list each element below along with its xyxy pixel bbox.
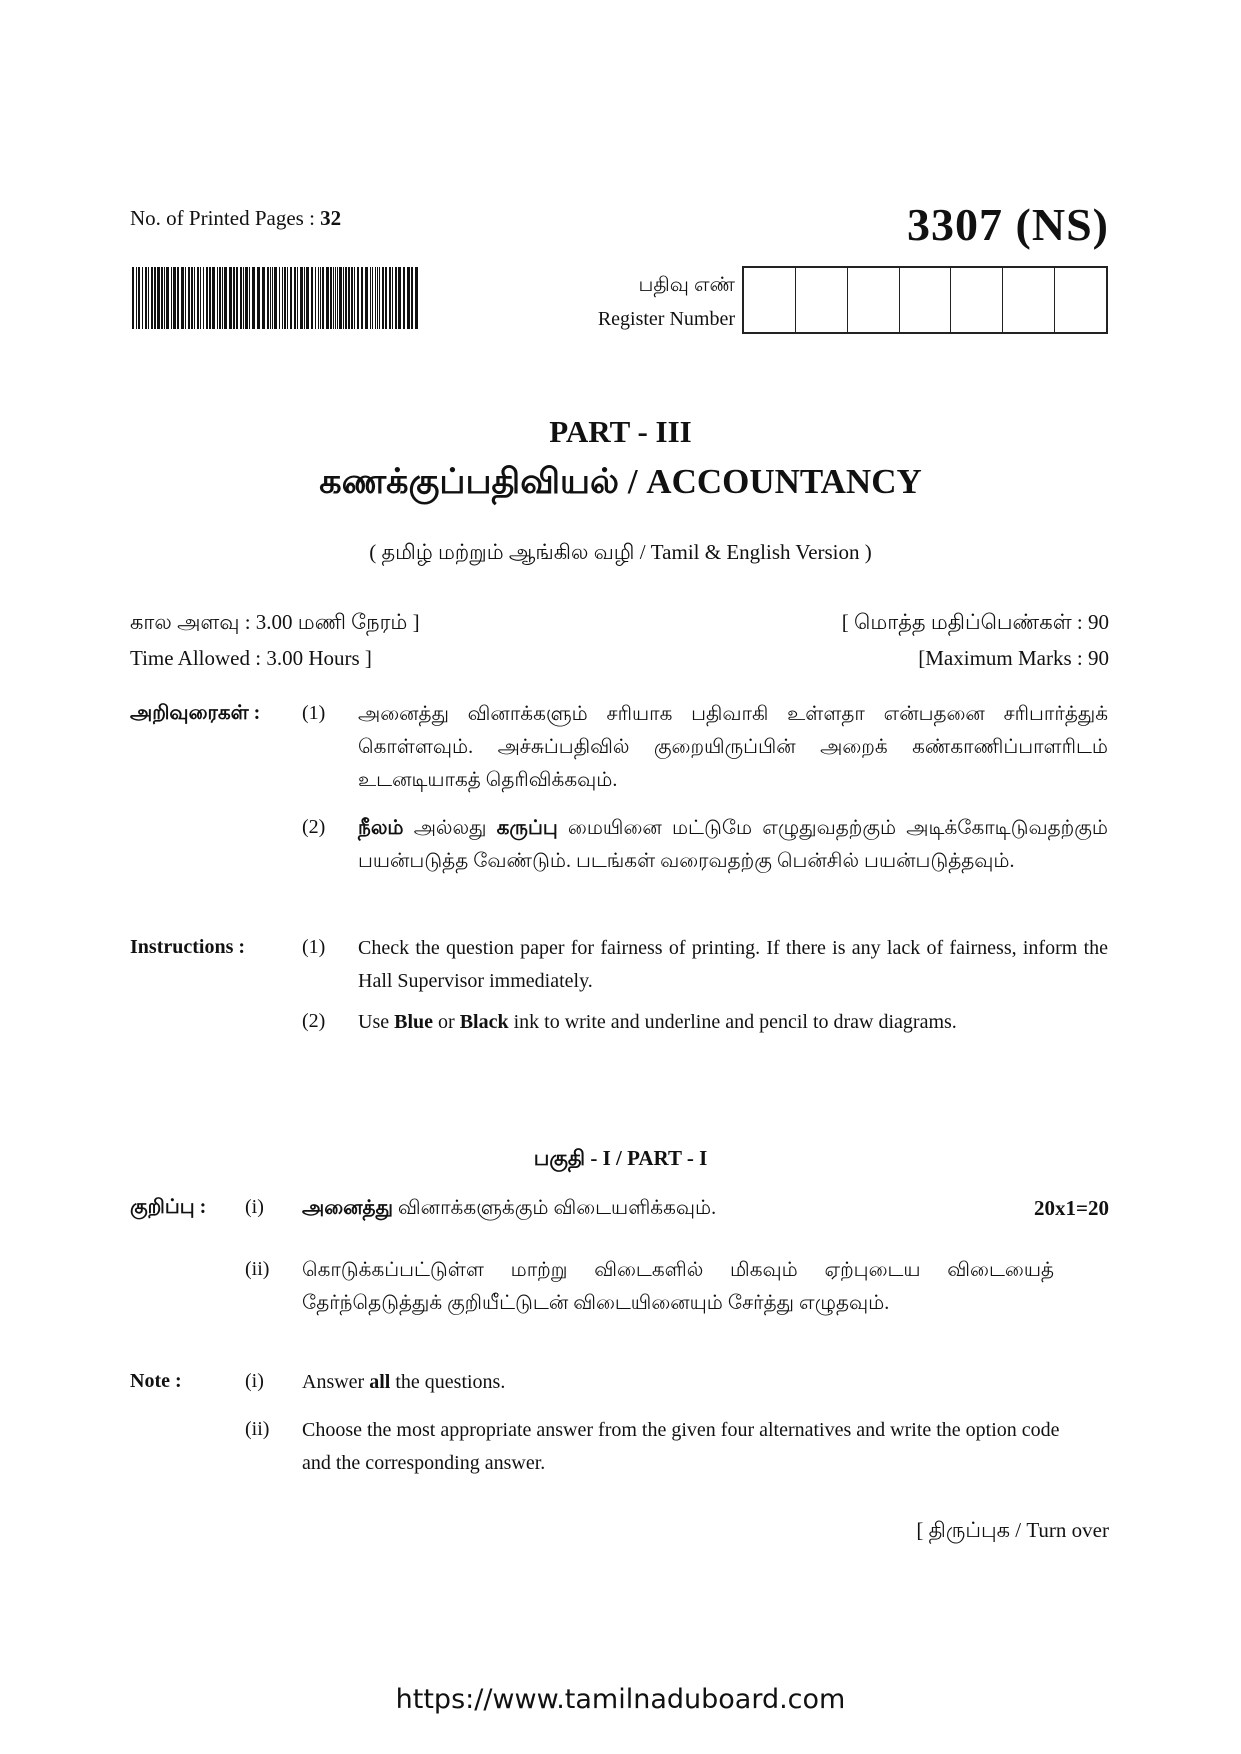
barcode-bar <box>224 267 227 329</box>
barcode-bar <box>379 267 380 329</box>
barcode-bar <box>219 267 221 329</box>
barcode-bar <box>357 267 359 329</box>
instruction-english-2-rest: ink to write and underline and pencil to draw diagrams. <box>508 1011 957 1033</box>
barcode-bar <box>164 267 165 329</box>
blue-ink-tamil: நீலம் <box>358 817 404 839</box>
barcode-bar <box>272 267 273 329</box>
barcode-bar <box>343 267 344 329</box>
note-english-1-pre: Answer <box>302 1371 370 1393</box>
subject-title: கணக்குப்பதிவியல் / ACCOUNTANCY <box>319 462 922 501</box>
register-digit-box[interactable] <box>848 268 900 332</box>
barcode-bar <box>132 267 134 329</box>
barcode-bar <box>335 267 336 329</box>
blue-ink: Blue <box>394 1011 434 1033</box>
barcode-bar <box>171 267 172 329</box>
barcode-bar <box>252 267 255 329</box>
barcode-bar <box>320 267 321 329</box>
part1-heading: பகுதி - I / PART - I <box>533 1146 708 1170</box>
barcode-bar <box>377 267 378 329</box>
barcode-bar <box>385 267 387 329</box>
barcode-bar <box>345 267 347 329</box>
barcode-bar <box>136 267 137 329</box>
barcode-bar <box>194 267 195 329</box>
barcode-bar <box>148 267 149 329</box>
barcode-bar <box>191 267 193 329</box>
note-tamil-number: (ii) <box>245 1258 270 1280</box>
barcode-bar <box>206 267 208 329</box>
barcode-bar <box>398 267 401 329</box>
note-english-label: Note : <box>130 1370 182 1392</box>
note-tamil-label: குறிப்பு : <box>130 1196 207 1218</box>
register-digit-box[interactable] <box>744 268 796 332</box>
all-english: all <box>369 1371 391 1393</box>
instruction-english-number: (2) <box>302 1010 326 1032</box>
instruction-english-number: (1) <box>302 936 326 958</box>
barcode-bar <box>222 267 223 329</box>
instruction-english-1: Check the question paper for fairness of printing. If there is any lack of fairness, inform the Hall Supervisor immediately. <box>358 937 1108 992</box>
barcode-bar <box>287 267 288 329</box>
register-digit-box[interactable] <box>900 268 952 332</box>
barcode-bar <box>339 267 342 329</box>
printed-pages-value: 32 <box>320 206 342 230</box>
note-english-1 <box>302 1366 1002 1399</box>
barcode-bar <box>161 267 163 329</box>
barcode-bar <box>151 267 153 329</box>
barcode-bar <box>297 267 298 329</box>
barcode-bar <box>212 267 215 329</box>
max-marks-tamil: [ மொத்த மதிப்பெண்கள் : 90 <box>841 610 1109 634</box>
printed-pages-label: No. of Printed Pages : <box>130 206 315 230</box>
instruction-tamil-1: அனைத்து வினாக்களும் சரியாக பதிவாகி உள்ளதா என்பதனை சரிபார்த்துக் கொள்ளவும். அச்சுப்பதிவில் குறையிருப்பின் அறைக் கண்காணிப்பாளரிடம் உடனடியாகத் தெரிவிக்கவும். <box>358 703 1108 791</box>
instructions-english-label: Instructions : <box>130 936 246 958</box>
note-english-1-rest: the questions. <box>390 1371 506 1393</box>
barcode-bar <box>267 267 269 329</box>
barcode-bar <box>203 267 204 329</box>
barcode-bar <box>330 267 332 329</box>
barcode-bar <box>375 267 376 329</box>
barcode-bar <box>274 267 277 329</box>
barcode-bar <box>392 267 393 329</box>
register-digit-box[interactable] <box>1055 268 1106 332</box>
barcode-bar <box>154 267 156 329</box>
barcode-bar <box>290 267 292 329</box>
time-allowed-tamil: கால அளவு : 3.00 மணி நேரம் ] <box>130 610 420 634</box>
barcode-bar <box>304 267 305 329</box>
barcode-bar <box>294 267 296 329</box>
barcode-bar <box>354 267 355 329</box>
part1-marks: 20x1=20 <box>1034 1196 1109 1220</box>
barcode <box>132 267 420 329</box>
printed-pages <box>130 206 341 231</box>
barcode-bar <box>365 267 368 329</box>
barcode-bar <box>322 267 324 329</box>
barcode-bar <box>372 267 373 329</box>
barcode-bar <box>233 267 235 329</box>
barcode-bar <box>370 267 371 329</box>
note-tamil-1 <box>302 1192 922 1225</box>
note-tamil-2: கொடுக்கப்பட்டுள்ள மாற்று விடைகளில் மிகவும் ஏற்புடைய விடையைத் தேர்ந்தெடுத்துக் குறியீட்டுடன் விடையினையும் சேர்த்து எழுதவும். <box>302 1259 1054 1314</box>
barcode-bar <box>348 267 350 329</box>
barcode-bar <box>173 267 176 329</box>
barcode-bar <box>217 267 218 329</box>
barcode-bar <box>240 267 242 329</box>
time-allowed-english: Time Allowed : 3.00 Hours ] <box>130 646 372 670</box>
barcode-bar <box>351 267 353 329</box>
barcode-bar <box>411 267 413 329</box>
note-tamil-number: (i) <box>245 1196 264 1218</box>
barcode-bar <box>284 267 286 329</box>
barcode-bar <box>282 267 283 329</box>
barcode-bar <box>142 267 143 329</box>
register-digit-box[interactable] <box>951 268 1003 332</box>
barcode-bar <box>138 267 140 329</box>
instruction-tamil-number: (2) <box>302 816 326 838</box>
version-line: ( தமிழ் மற்றும் ஆங்கில வழி / Tamil & English Version ) <box>369 540 872 564</box>
barcode-bar <box>166 267 169 329</box>
instruction-english-2 <box>358 1006 1118 1039</box>
barcode-bar <box>333 267 334 329</box>
barcode-bar <box>337 267 338 329</box>
instructions-tamil-label: அறிவுரைகள் : <box>130 702 261 724</box>
part-heading: PART - III <box>549 414 692 449</box>
black-ink: Black <box>459 1011 509 1033</box>
barcode-bar <box>395 267 397 329</box>
barcode-bar <box>257 267 260 329</box>
or-english: or <box>433 1011 460 1033</box>
instruction-english-2-pre: Use <box>358 1011 395 1033</box>
barcode-bar <box>311 267 313 329</box>
or-tamil: அல்லது <box>403 817 497 839</box>
barcode-bar <box>407 267 410 329</box>
instruction-tamil-2 <box>358 812 1108 878</box>
barcode-bar <box>197 267 199 329</box>
barcode-bar <box>200 267 201 329</box>
note-tamil-1-rest: வினாக்களுக்கும் விடையளிக்கவும். <box>392 1197 717 1219</box>
barcode-bar <box>145 267 147 329</box>
note-english-number: (ii) <box>245 1418 270 1440</box>
barcode-bar <box>157 267 160 329</box>
barcode-bar <box>361 267 363 329</box>
barcode-bar <box>326 267 329 329</box>
register-digit-box[interactable] <box>796 268 848 332</box>
barcode-bar <box>209 267 211 329</box>
barcode-bar <box>279 267 280 329</box>
instruction-tamil-number: (1) <box>302 702 326 724</box>
paper-code: 3307 (NS) <box>907 199 1109 250</box>
barcode-bar <box>382 267 384 329</box>
all-tamil: அனைத்து <box>302 1197 393 1219</box>
barcode-bar <box>229 267 232 329</box>
note-english-number: (i) <box>245 1370 264 1392</box>
turn-over: [ திருப்புக / Turn over <box>916 1518 1109 1542</box>
barcode-bar <box>236 267 238 329</box>
max-marks-english: [Maximum Marks : 90 <box>918 646 1109 670</box>
barcode-bar <box>188 267 190 329</box>
barcode-bar <box>181 267 184 329</box>
barcode-bar <box>315 267 316 329</box>
footer-url[interactable]: https://www.tamilnaduboard.com <box>395 1684 846 1715</box>
barcode-bar <box>262 267 265 329</box>
barcode-bar <box>245 267 248 329</box>
register-label <box>520 268 735 336</box>
register-label-english: Register Number <box>597 308 735 330</box>
barcode-bar <box>306 267 309 329</box>
barcode-bar <box>415 267 418 329</box>
register-label-tamil: பதிவு எண் <box>638 274 735 296</box>
barcode-bar <box>389 267 391 329</box>
barcode-bar <box>177 267 179 329</box>
black-ink-tamil: கருப்பு <box>496 817 558 839</box>
barcode-bar <box>318 267 319 329</box>
register-digit-box[interactable] <box>1003 268 1055 332</box>
instruction-tamil-2-rest: மையினை மட்டுமே எழுதுவதற்கும் அடிக்கோடிடுவதற்கும் பயன்படுத்த வேண்டும். படங்கள் வரைவதற்கு பென்சில் பயன்படுத்தவும். <box>358 817 1108 872</box>
barcode-bar <box>403 267 405 329</box>
barcode-bar <box>270 267 271 329</box>
barcode-bar <box>185 267 186 329</box>
note-english-2: Choose the most appropriate answer from the given four alternatives and write the option code and the corresponding answer. <box>302 1419 1060 1474</box>
register-number-boxes[interactable] <box>742 266 1108 334</box>
barcode-bar <box>243 267 244 329</box>
barcode-bar <box>249 267 250 329</box>
barcode-bar <box>300 267 303 329</box>
